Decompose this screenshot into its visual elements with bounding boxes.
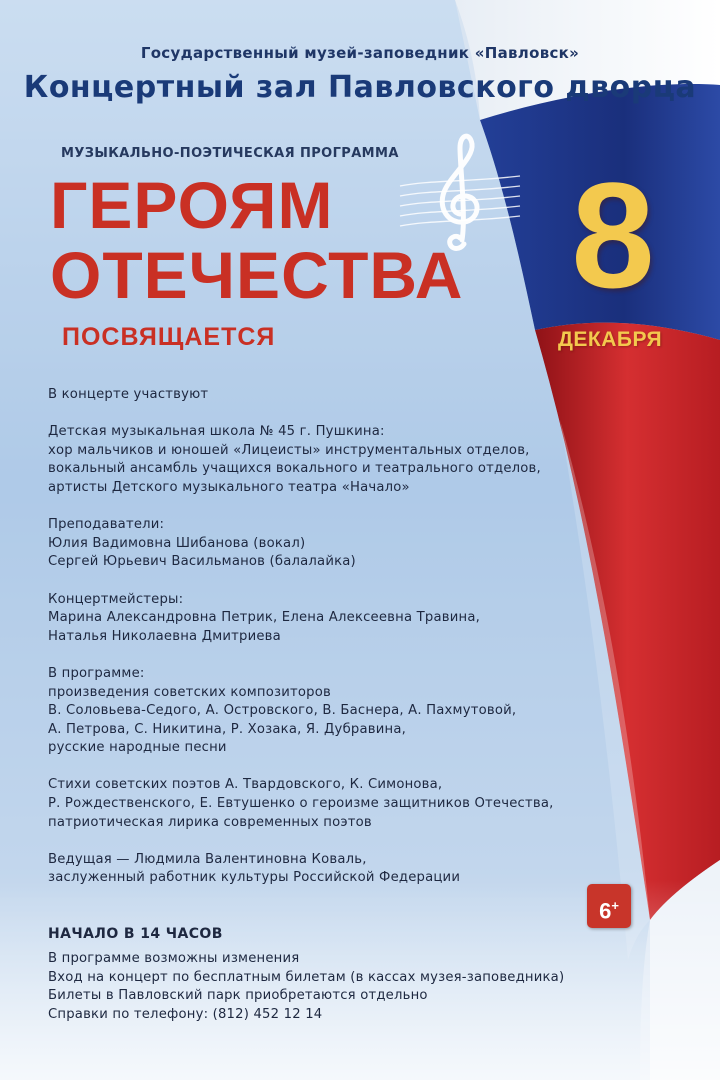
date-month: ДЕКАБРЯ [557,328,663,351]
footer-line: Билеты в Павловский парк приобретаются отдельно [48,988,428,1004]
museum-name: Государственный музей-заповедник «Павловск» [140,44,580,62]
age-rating-badge: 6+ [587,884,631,928]
date-day: 8 [571,151,655,319]
title-line-2: ОТЕЧЕСТВА [50,238,464,312]
footer-line: Вход на концерт по бесплатным билетам (в кассах музея-заповедника) [48,969,565,985]
program-block: В программе: произведения советских композиторов В. Соловьева-Седого, А. Островского, В. Баснера, А. Пахмутовой, А. Петрова, С. Никитина, Р. Хозака, Я. Дубравина, русские народные песни [48,665,517,756]
footer-info [48,950,564,1024]
concert-hall-name: Концертный зал Павловского дворца [23,70,697,105]
program-type: МУЗЫКАЛЬНО-ПОЭТИЧЕСКАЯ ПРОГРАММА [61,146,399,161]
participants-heading: В концерте участвуют [48,387,209,402]
teachers-block: Преподаватели: Юлия Вадимовна Шибанова (вокал) Сергей Юрьевич Васильманов (балалайка) [48,517,356,570]
poems-block: Стихи советских поэтов А. Твардовского, К. Симонова, Р. Рождественского, Е. Евтушенко о героизме защитников Отечества, патриотическая лирика современных поэтов [48,777,554,830]
start-time: НАЧАЛО В 14 ЧАСОВ [48,926,223,942]
treble-clef-icon [430,126,490,256]
footer-line: Справки по телефону: (812) 452 12 14 [48,1006,323,1022]
concert-details [48,386,608,907]
host-block: Ведущая — Людмила Валентиновна Коваль, заслуженный работник культуры Российской Федерации [48,851,461,886]
accompanists-block: Концертмейстеры: Марина Александровна Петрик, Елена Алексеевна Травина, Наталья Николаевна Дмитриева [48,591,480,644]
title-line-1: ГЕРОЯМ [50,168,334,242]
footer-line: В программе возможны изменения [48,951,300,966]
school-block: Детская музыкальная школа № 45 г. Пушкина: хор мальчиков и юношей «Лицеисты» инструментальных отделов, вокальный ансамбль учащихся вокального и театрального отделов, артисты Детского музыкального театра «Начало» [48,424,541,495]
dedication: ПОСВЯЩАЕТСЯ [62,323,276,351]
